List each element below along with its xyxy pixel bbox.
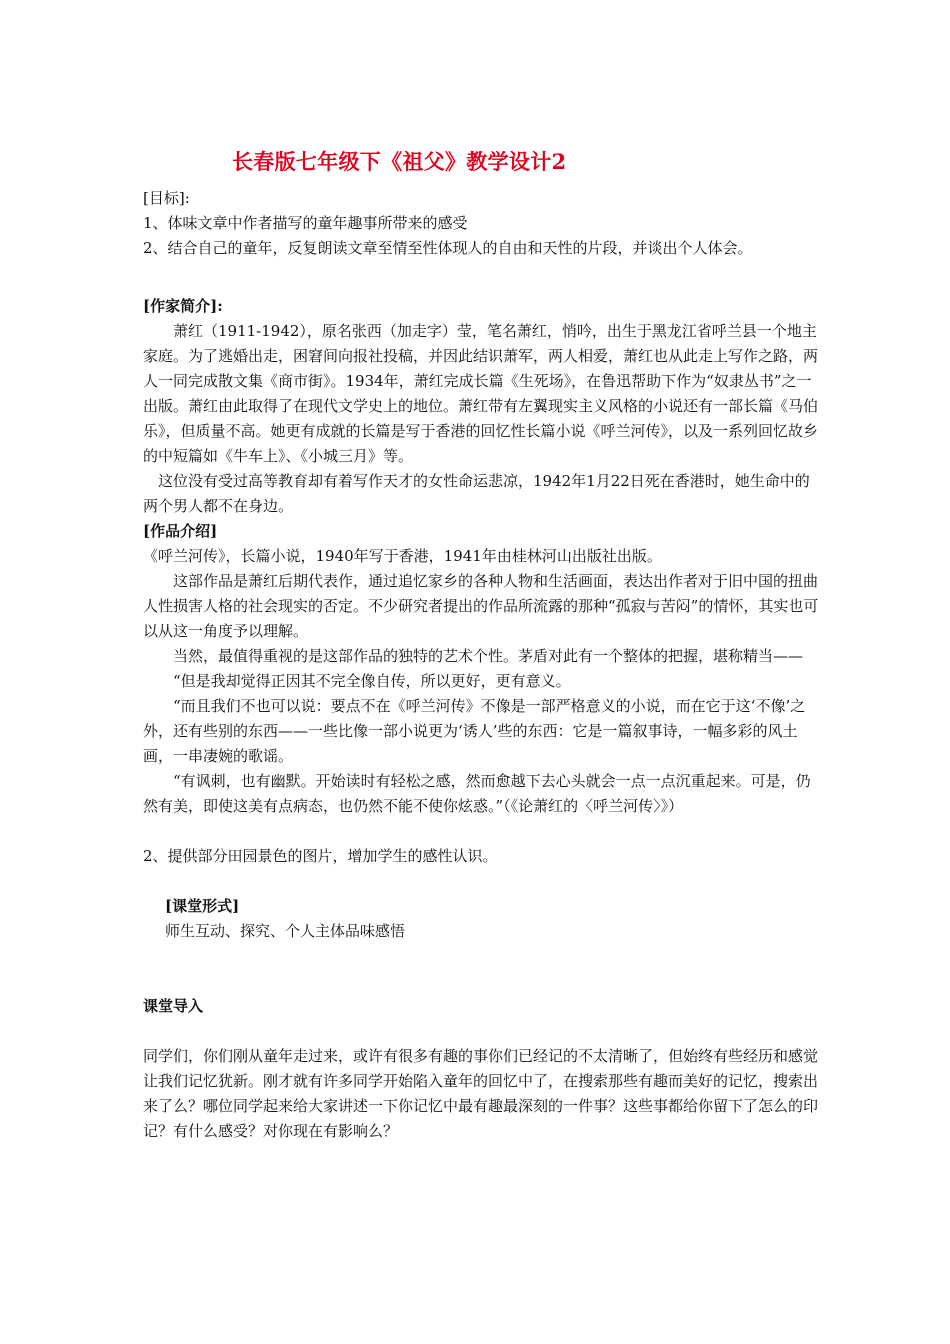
format-heading: [课堂形式] [165,897,240,915]
pictures-item: 2、提供部分田园景色的图片，增加学生的感性认识。 [143,847,498,865]
work-intro: 《呼兰河传》，长篇小说，1940年写于香港，1941年由桂林河山出版社出版。 [143,547,662,565]
goal-item-1: 1、体味文章中作者描写的童年趣事所带来的感受 [143,214,468,232]
format-block [143,894,823,944]
intro-text: 同学们，你们刚从童年走过来，或许有很多有趣的事你们已经记的不太清晰了，但始终有些经历和感觉让我们记忆犹新。刚才就有许多同学开始陷入童年的回忆中了，在搜索那些有趣而美好的记忆，搜索出来了么？哪位同学起来给大家讲述一下你记忆中最有趣最深刻的一件事？这些事都给你留下了怎么的印记？有什么感受？对你现在有影响么？ [143,1047,819,1140]
author-paragraph-2: 这位没有受过高等教育却有着写作天才的女性命运悲凉，1942年1月22日死在香港时，她生命中的两个男人都不在身边。 [143,472,810,515]
work-quote-1: “但是我却觉得正因其不完全像自传，所以更好，更有意义。 [173,672,571,690]
goal-item-2: 2、结合自己的童年，反复朗读文章至情至性体现人的自由和天性的片段，并谈出个人体会。 [143,239,753,257]
work-quote-3: “有讽刺，也有幽默。开始读时有轻松之感，然而愈越下去心头就会一点一点沉重起来。可是，仍然有美，即使这美有点病态，也仍然不能不使你炫惑。”（《论萧红的〈呼兰河传〉》） [143,772,811,815]
goals-heading: [目标]: [143,189,190,207]
format-text: 师生互动、探究、个人主体品味感悟 [165,922,406,940]
document-title: 长春版七年级下《祖父》教学设计2 [232,149,567,174]
work-heading: [作品介绍] [143,522,218,540]
document-body [143,148,823,1144]
author-paragraph-1: 萧红（1911-1942），原名张西（加走字）莹，笔名萧红，悄吟，出生于黑龙江省呼兰县一个地主家庭。为了逃婚出走，困窘间向报社投稿，并因此结识萧军，两人相爱，萧红也从此走上写作之路，两人一同完成散文集《商市街》。1934年，萧红完成长篇《生死场》，在鲁迅帮助下作为“奴隶丛书”之一出版。萧红由此取得了在现代文学史上的地位。萧红带有左翼现实主义风格的小说还有一部长篇《马伯乐》，但质量不高。她更有成就的长篇是写于香港的回忆性长篇小说《呼兰河传》，以及一系列回忆故乡的中短篇如《牛车上》、《小城三月》等。 [143,322,819,465]
work-paragraph-1: 这部作品是萧红后期代表作，通过追忆家乡的各种人物和生活画面，表达出作者对于旧中国的扭曲人性损害人格的社会现实的否定。不少研究者提出的作品所流露的那种“孤寂与苦闷”的情怀，其实也可以从这一角度予以理解。 [143,572,819,640]
author-heading: [作家简介]: [143,297,223,315]
work-quote-2: “而且我们不也可以说：要点不在《呼兰河传》不像是一部严格意义的小说，而在它于这‘不像’之外，还有些别的东西——一些比像一部小说更为‘诱人’些的东西：它是一篇叙事诗，一幅多彩的风土画，一串凄婉的歌谣。 [143,697,806,765]
intro-heading: 课堂导入 [143,997,204,1015]
work-paragraph-2: 当然，最值得重视的是这部作品的独特的艺术个性。茅盾对此有一个整体的把握，堪称精当—— [173,647,804,665]
